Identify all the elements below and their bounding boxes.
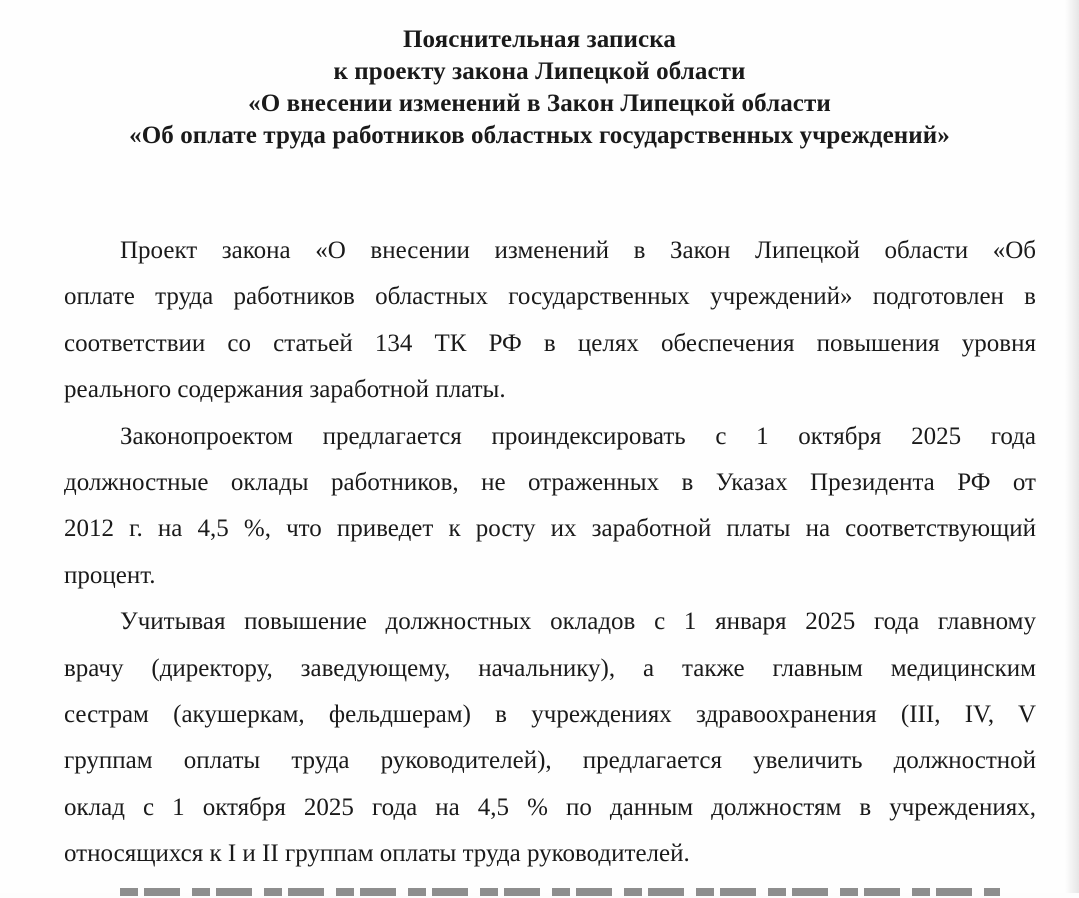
paragraph-1 [64,228,1036,414]
paragraph-line: оклад с 1 октября 2025 года на 4,5 % по данным должностям в учреждениях, [64,793,1036,821]
paragraph-line: относящихся к I и II группам оплаты труда руководителей. [64,840,690,868]
paragraph-line: группам оплаты труда руководителей), предлагается увеличить должностной [64,747,1036,775]
paragraph-line: Законопроектом предлагается проиндексировать с 1 октября 2025 года [120,422,1036,450]
paragraph-3 [64,599,1036,877]
paragraph-2 [64,414,1036,600]
paragraph-line: реального содержания заработной платы. [64,376,506,404]
document-body [64,228,1036,878]
header-subtitle-1: к проекту закона Липецкой области [333,58,746,85]
paragraph-line: процент. [64,561,156,589]
header-title: Пояснительная записка [403,26,676,53]
paragraph-line: Проект закона «О внесении изменений в Закон Липецкой области «Об [120,237,1036,264]
paragraph-line: соответствии со статьей 134 ТК РФ в целях обеспечения повышения уровня [64,329,1036,357]
cropped-next-line [120,878,1020,898]
paragraph-line: сестрам (акушеркам, фельдшерам) в учреждениях здравоохранения (III, IV, V [64,701,1036,729]
cropped-text-fragment [120,888,1000,896]
paragraph-line: должностные оклады работников, не отраженных в Указах Президента РФ от [64,469,1036,497]
paragraph-line: врачу (директору, заведующему, начальнику), а также главным медицинским [64,654,1036,682]
paragraph-line: 2012 г. на 4,5 %, что приведет к росту их заработной платы на соответствующий [64,515,1036,543]
header-subtitle-2: «О внесении изменений в Закон Липецкой области [248,90,831,117]
paragraph-line: оплате труда работников областных государственных учреждений» подготовлен в [64,283,1036,311]
header-subtitle-3: «Об оплате труда работников областных государственных учреждений» [129,122,950,149]
paragraph-line: Учитывая повышение должностных окладов с 1 января 2025 года главному [120,608,1036,636]
document-header [0,24,1079,152]
